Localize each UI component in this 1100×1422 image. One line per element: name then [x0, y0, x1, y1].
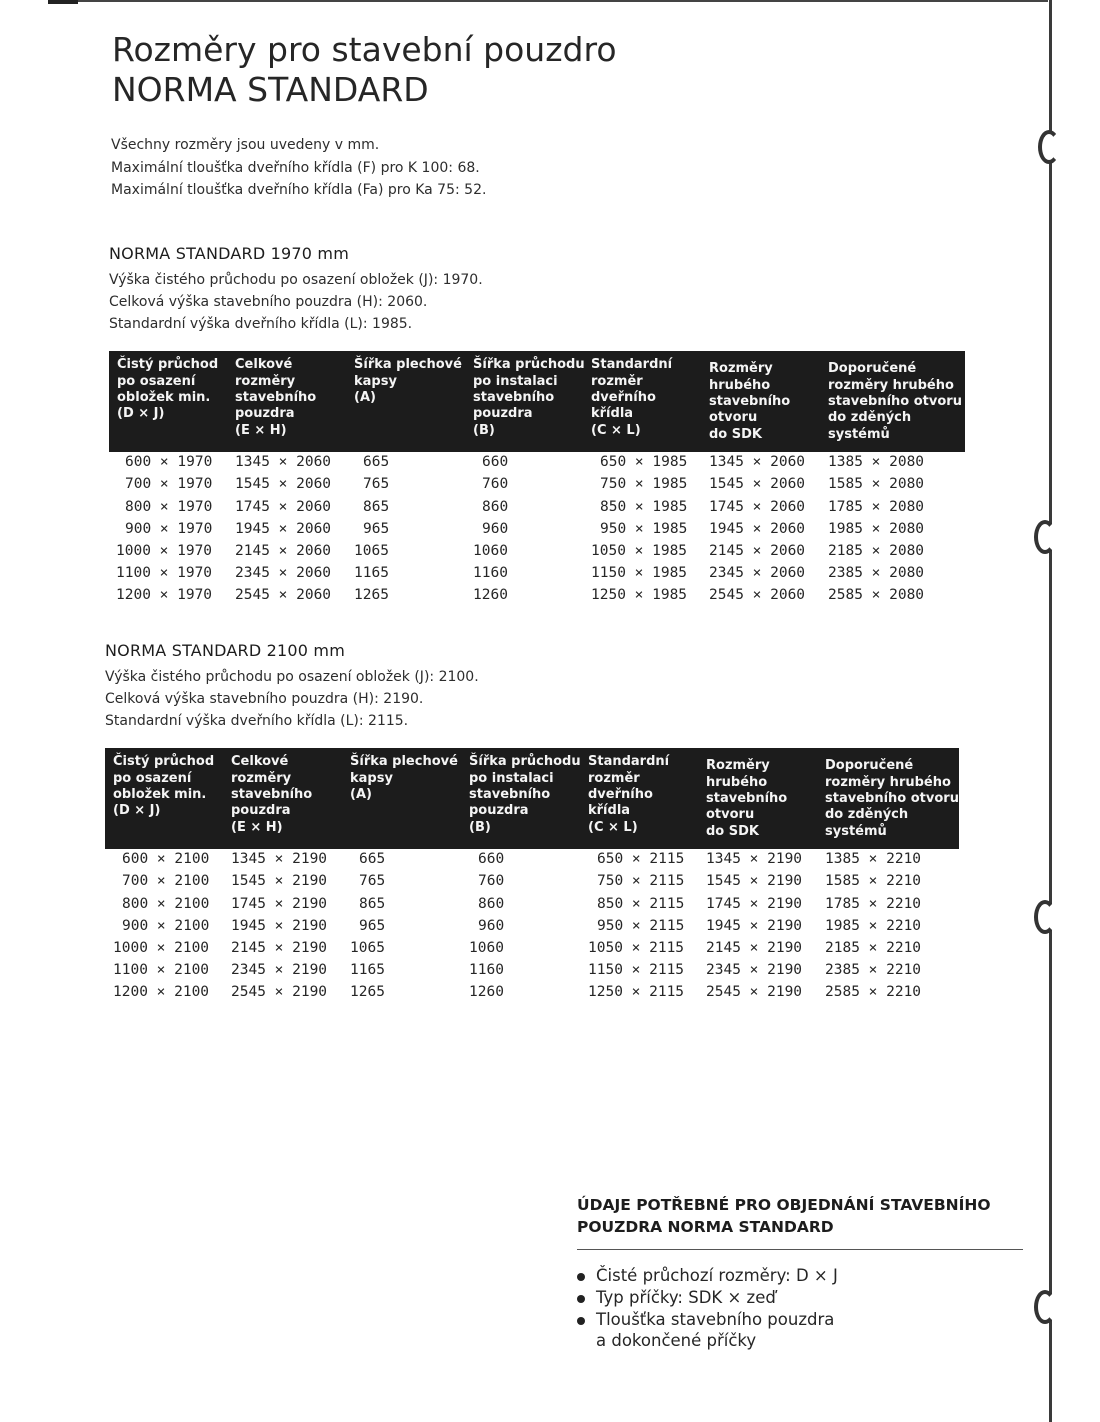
column-header: Čistý průchod po osazení obložek min. (D × J) — [117, 357, 219, 422]
bullet-icon — [577, 1273, 585, 1281]
bullet-icon — [577, 1317, 585, 1325]
column-header: Rozměry hrubého stavebního otvoru do SDK — [706, 758, 788, 839]
list-item — [577, 1287, 1023, 1309]
cell: 1385 × 2210 — [825, 851, 922, 868]
order-title-line: POUZDRA NORMA STANDARD — [577, 1218, 834, 1236]
column-header: Šířka plechové kapsy (A) — [354, 357, 462, 405]
info-line: Standardní výška dveřního křídla (L): 2115. — [105, 712, 409, 729]
cell: 1050 × 2115 — [588, 939, 685, 956]
table-row — [109, 497, 965, 519]
cell: 2545 × 2190 — [706, 983, 803, 1000]
binder-hole — [1034, 900, 1056, 934]
cell: 1785 × 2210 — [825, 895, 922, 912]
cell: 865 — [359, 895, 386, 912]
divider — [577, 1249, 1023, 1250]
cell: 2145 × 2060 — [709, 542, 806, 559]
table-header — [109, 351, 965, 452]
cell: 1200 × 2100 — [113, 983, 210, 1000]
info-line: Celková výška stavebního pouzdra (H): 2190. — [105, 690, 424, 707]
cell: 1065 — [350, 939, 385, 956]
table-row — [109, 519, 965, 541]
binder-hole — [1038, 130, 1060, 164]
cell: 750 × 2115 — [597, 873, 685, 890]
section-heading: NORMA STANDARD 2100 mm — [105, 641, 346, 660]
cell: 1265 — [354, 586, 389, 603]
binder-hole — [1034, 520, 1056, 554]
title-line-1: Rozměry pro stavební pouzdro — [112, 30, 617, 69]
cell: 765 — [363, 476, 390, 493]
cell: 2145 × 2190 — [231, 939, 328, 956]
column-header: Standardní rozměr dveřního křídla (C × L) — [591, 357, 673, 438]
cell: 1265 — [350, 983, 385, 1000]
page-title — [112, 30, 617, 110]
cell: 2345 × 2060 — [709, 564, 806, 581]
general-notes — [111, 134, 486, 202]
cell: 1785 × 2080 — [828, 498, 925, 515]
list-item — [577, 1309, 1023, 1353]
cell: 650 × 2115 — [597, 851, 685, 868]
cell: 2545 × 2060 — [709, 586, 806, 603]
page-edge — [1049, 0, 1052, 1422]
note-line: Maximální tloušťka dveřního křídla (Fa) pro Ka 75: 52. — [111, 182, 487, 198]
table-row — [109, 474, 965, 496]
cell: 1345 × 2060 — [709, 454, 806, 471]
section-1970 — [109, 244, 979, 607]
list-item-text: Typ příčky: SDK × zeď — [596, 1287, 776, 1307]
cell: 1165 — [354, 564, 389, 581]
order-title-line: ÚDAJE POTŘEBNÉ PRO OBJEDNÁNÍ STAVEBNÍHO — [577, 1196, 991, 1214]
cell: 1745 × 2060 — [709, 498, 806, 515]
table-row — [109, 563, 965, 585]
cell: 2585 × 2080 — [828, 586, 925, 603]
cell: 2585 × 2210 — [825, 983, 922, 1000]
cell: 1985 × 2210 — [825, 917, 922, 934]
cell: 2385 × 2210 — [825, 961, 922, 978]
cell: 1200 × 1970 — [116, 586, 213, 603]
cell: 2145 × 2060 — [235, 542, 332, 559]
cell: 2545 × 2190 — [231, 983, 328, 1000]
cell: 800 × 2100 — [122, 895, 210, 912]
cell: 1745 × 2190 — [231, 895, 328, 912]
cell: 860 — [482, 498, 509, 515]
cell: 665 — [359, 851, 386, 868]
table-row — [109, 541, 965, 563]
column-header: Doporučené rozměry hrubého stavebního otvoru do zděných systémů — [825, 758, 959, 839]
note-line: Všechny rozměry jsou uvedeny v mm. — [111, 137, 380, 153]
cell: 1160 — [473, 564, 508, 581]
column-header: Šířka průchodu po instalaci stavebního pouzdra (B) — [469, 754, 581, 835]
info-line: Celková výška stavebního pouzdra (H): 2060. — [109, 293, 428, 310]
cell: 1545 × 2060 — [235, 476, 332, 493]
cell: 1945 × 2060 — [709, 520, 806, 537]
note-line: Maximální tloušťka dveřního křídla (F) pro K 100: 68. — [111, 159, 480, 176]
cell: 860 — [478, 895, 505, 912]
cell: 1250 × 2115 — [588, 983, 685, 1000]
cell: 1945 × 2060 — [235, 520, 332, 537]
cell: 2345 × 2190 — [706, 961, 803, 978]
cell: 1165 — [350, 961, 385, 978]
cell: 1545 × 2190 — [706, 873, 803, 890]
cell: 2145 × 2190 — [706, 939, 803, 956]
column-header: Standardní rozměr dveřního křídla (C × L) — [588, 754, 670, 835]
order-list — [577, 1265, 1023, 1352]
binder-hole — [1034, 1290, 1056, 1324]
cell: 1385 × 2080 — [828, 454, 925, 471]
table-row — [105, 960, 961, 982]
cell: 1345 × 2060 — [235, 454, 332, 471]
cell: 2345 × 2190 — [231, 961, 328, 978]
cell: 1545 × 2190 — [231, 873, 328, 890]
title-line-2: NORMA STANDARD — [112, 70, 429, 109]
cell: 900 × 1970 — [125, 520, 213, 537]
table-row — [109, 585, 965, 607]
cell: 650 × 1985 — [600, 454, 688, 471]
table-row — [105, 938, 961, 960]
column-header: Celkové rozměry stavebního pouzdra (E × H) — [235, 357, 317, 438]
column-header: Čistý průchod po osazení obložek min. (D × J) — [113, 754, 215, 819]
cell: 1585 × 2210 — [825, 873, 922, 890]
cell: 1100 × 2100 — [113, 961, 210, 978]
table-body — [109, 452, 965, 607]
cell: 1250 × 1985 — [591, 586, 688, 603]
cell: 900 × 2100 — [122, 917, 210, 934]
column-header: Doporučené rozměry hrubého stavebního otvoru do zděných systémů — [828, 361, 962, 442]
cell: 1150 × 2115 — [588, 961, 685, 978]
bullet-icon — [577, 1295, 585, 1303]
info-line: Výška čistého průchodu po osazení obložek (J): 2100. — [105, 669, 479, 685]
order-title — [577, 1194, 1023, 1238]
cell: 1050 × 1985 — [591, 542, 688, 559]
list-item-text: Čisté průchozí rozměry: D × J — [596, 1266, 838, 1285]
cell: 1160 — [469, 961, 504, 978]
column-header: Šířka průchodu po instalaci stavebního pouzdra (B) — [473, 357, 585, 438]
section-heading: NORMA STANDARD 1970 mm — [109, 244, 350, 263]
cell: 850 × 2115 — [597, 895, 685, 912]
cell: 760 — [482, 476, 509, 493]
cell: 700 × 2100 — [122, 873, 210, 890]
section-info — [105, 667, 975, 732]
section-info — [109, 270, 979, 335]
cell: 960 — [482, 520, 509, 537]
cell: 1945 × 2190 — [706, 917, 803, 934]
cell: 2545 × 2060 — [235, 586, 332, 603]
cell: 600 × 1970 — [125, 454, 213, 471]
cell: 1945 × 2190 — [231, 917, 328, 934]
cell: 960 — [478, 917, 505, 934]
cell: 1065 — [354, 542, 389, 559]
order-info — [577, 1194, 1023, 1352]
cell: 1150 × 1985 — [591, 564, 688, 581]
cell: 1000 × 1970 — [116, 542, 213, 559]
cell: 850 × 1985 — [600, 498, 688, 515]
cell: 1985 × 2080 — [828, 520, 925, 537]
cell: 1260 — [473, 586, 508, 603]
cell: 1060 — [469, 939, 504, 956]
cell: 1345 × 2190 — [706, 851, 803, 868]
table-row — [105, 916, 961, 938]
cell: 965 — [363, 520, 390, 537]
cell: 1345 × 2190 — [231, 851, 328, 868]
cell: 765 — [359, 873, 386, 890]
cell: 665 — [363, 454, 390, 471]
table-row — [105, 982, 961, 1004]
cell: 800 × 1970 — [125, 498, 213, 515]
cell: 2345 × 2060 — [235, 564, 332, 581]
list-item-text: Tloušťka stavebního pouzdra a dokončené příčky — [596, 1309, 835, 1351]
section-2100 — [105, 641, 975, 1004]
cell: 660 — [482, 454, 509, 471]
cell: 760 — [478, 873, 505, 890]
cell: 950 × 1985 — [600, 520, 688, 537]
table-row — [105, 894, 961, 916]
info-line: Standardní výška dveřního křídla (L): 1985. — [109, 315, 413, 332]
cell: 1100 × 1970 — [116, 564, 213, 581]
cell: 1060 — [473, 542, 508, 559]
cell: 1745 × 2060 — [235, 498, 332, 515]
table-row — [105, 871, 961, 893]
column-header: Celkové rozměry stavebního pouzdra (E × H) — [231, 754, 313, 835]
cell: 700 × 1970 — [125, 476, 213, 493]
column-header: Rozměry hrubého stavebního otvoru do SDK — [709, 361, 791, 442]
cell: 750 × 1985 — [600, 476, 688, 493]
info-line: Výška čistého průchodu po osazení obložek (J): 1970. — [109, 272, 483, 288]
cell: 660 — [478, 851, 505, 868]
table-row — [109, 452, 965, 474]
cell: 1545 × 2060 — [709, 476, 806, 493]
cell: 2385 × 2080 — [828, 564, 925, 581]
column-header: Šířka plechové kapsy (A) — [350, 754, 458, 802]
cell: 2185 × 2080 — [828, 542, 925, 559]
cell: 1585 × 2080 — [828, 476, 925, 493]
table-header — [105, 748, 959, 849]
table-row — [105, 849, 961, 871]
top-rule — [48, 0, 1048, 2]
cell: 600 × 2100 — [122, 851, 210, 868]
cell: 1260 — [469, 983, 504, 1000]
cell: 2185 × 2210 — [825, 939, 922, 956]
cell: 1000 × 2100 — [113, 939, 210, 956]
cell: 1745 × 2190 — [706, 895, 803, 912]
cell: 950 × 2115 — [597, 917, 685, 934]
cell: 965 — [359, 917, 386, 934]
cell: 865 — [363, 498, 390, 515]
top-mark — [48, 0, 78, 4]
list-item — [577, 1265, 1023, 1287]
table-body — [105, 849, 961, 1004]
